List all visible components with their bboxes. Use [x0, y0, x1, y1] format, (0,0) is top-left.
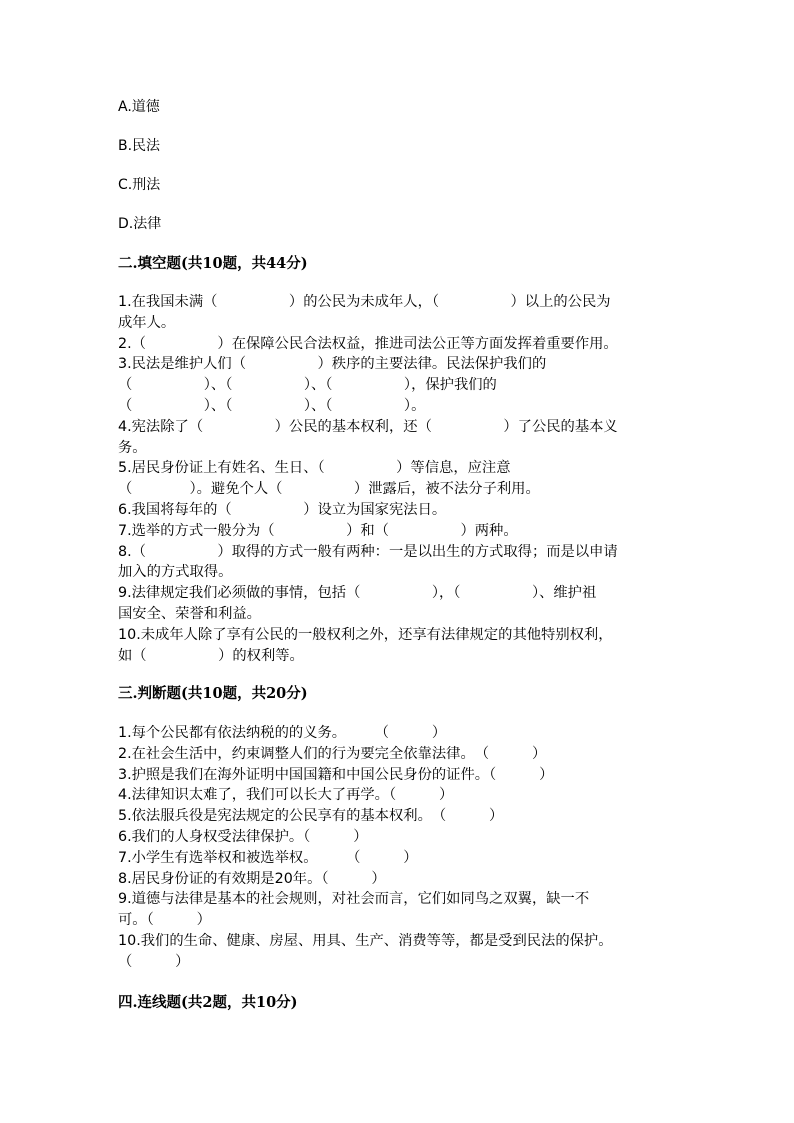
fill-line: 10.未成年人除了享有公民的一般权利之外，还享有法律规定的其他特别权利， [118, 626, 613, 643]
fill-line: 成年人。 [118, 314, 176, 331]
fill-line: 1.在我国未满（ ）的公民为未成年人，（ ）以上的公民为 [118, 294, 611, 310]
judge-line: 8.居民身份证的有效期是20年。（ ） [118, 870, 386, 887]
fill-line: 8.（ ）取得的方式一般有两种：一是以出生的方式取得；而是以申请 [118, 543, 618, 560]
fill-in-section-heading: 二.填空题(共10题，共44分) [118, 255, 308, 272]
fill-line: （ ）、（ ）、（ ）。 [118, 397, 426, 414]
judge-line: 3.护照是我们在海外证明中国国籍和中国公民身份的证件。（ ） [118, 766, 554, 783]
fill-line: 6.我国将每年的（ ）设立为国家宪法日。 [118, 501, 447, 518]
judge-line: 可。（ ） [118, 912, 211, 929]
option-b: B.民法 [118, 138, 161, 154]
fill-line: 如（ ）的权利等。 [118, 647, 304, 664]
matching-section-heading: 四.连线题(共2题，共10分) [118, 994, 298, 1011]
option-c: C.刑法 [118, 177, 161, 193]
fill-line: 3.民法是维护人们（ ）秩序的主要法律。民法保护我们的 [118, 356, 547, 373]
judge-line: 2.在社会生活中，约束调整人们的行为要完全依靠法律。 （ ） [118, 745, 547, 762]
fill-line: 9.法律规定我们必须做的事情，包括（ ），（ ）、维护祖 [118, 585, 597, 602]
fill-line: 务。 [118, 439, 147, 456]
fill-line: 加入的方式取得。 [118, 564, 233, 581]
judge-questions [118, 723, 678, 973]
fill-line: （ ）、（ ）、（ ），保护我们的 [118, 377, 497, 394]
judge-line: 4.法律知识太难了，我们可以长大了再学。（ ） [118, 787, 454, 804]
fill-line: 4.宪法除了（ ）公民的基本权利，还（ ）了公民的基本义 [118, 418, 618, 435]
judge-line: （ ） [118, 953, 190, 970]
judge-line: 9.道德与法律是基本的社会规则，对社会而言，它们如同鸟之双翼，缺一不 [118, 891, 590, 908]
judge-section-heading: 三.判断题(共10题，共20分) [118, 685, 308, 702]
judge-line: 1.每个公民都有依法纳税的的义务。 （ ） [118, 725, 447, 741]
fill-line: 7.选举的方式一般分为（ ）和（ ）两种。 [118, 522, 518, 539]
fill-line: 2.（ ）在保障公民合法权益，推进司法公正等方面发挥着重要作用。 [118, 335, 618, 352]
judge-line: 6.我们的人身权受法律保护。（ ） [118, 828, 368, 845]
judge-line: 5.依法服兵役是宪法规定的公民享有的基本权利。 （ ） [118, 808, 504, 825]
fill-line: 国安全、荣誉和利益。 [118, 605, 261, 622]
fill-line: 5.居民身份证上有姓名、生日、（ ）等信息，应注意 [118, 460, 511, 477]
fill-line: （ ）。避免个人（ ）泄露后，被不法分子利用。 [118, 481, 540, 498]
option-a: A.道德 [118, 99, 160, 115]
fill-in-questions [118, 292, 678, 666]
option-d: D.法律 [118, 216, 162, 232]
judge-line: 10.我们的生命、健康、房屋、用具、生产、消费等等，都是受到民法的保护。 [118, 932, 613, 949]
judge-line: 7.小学生有选举权和被选举权。 （ ） [118, 849, 418, 866]
